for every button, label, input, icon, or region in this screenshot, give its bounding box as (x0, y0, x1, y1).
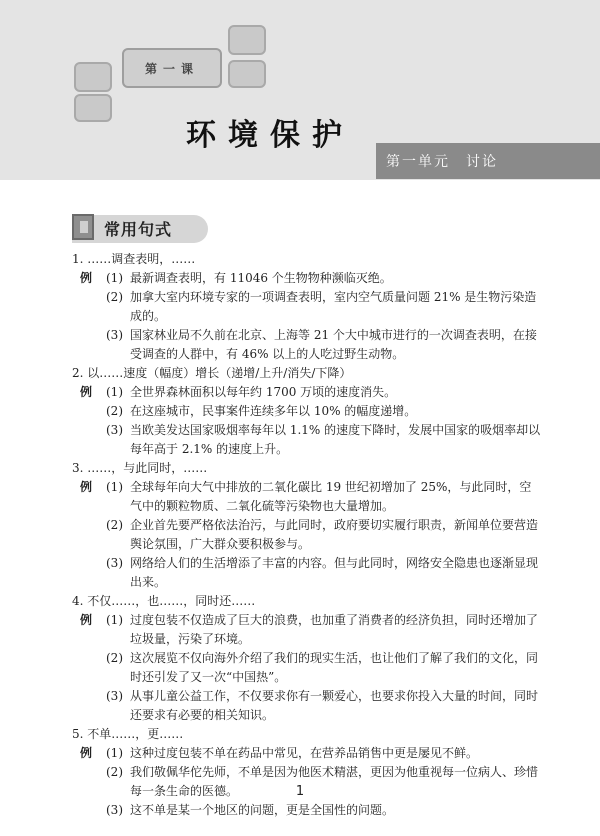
example-label: 例 (80, 271, 93, 285)
example-item (72, 744, 542, 763)
example-label: 例 (80, 480, 93, 494)
pattern-block (72, 459, 542, 592)
example-number: (3) (106, 423, 123, 437)
pattern-heading: 1. ……调查表明，…… (72, 252, 196, 266)
example-item (72, 478, 542, 516)
example-number: (3) (106, 328, 123, 342)
example-label (72, 554, 106, 592)
example-label (72, 687, 106, 725)
example-item (72, 687, 542, 725)
example-label (72, 649, 106, 687)
example-number: (2) (106, 518, 123, 532)
example-text: 我们敬佩华佗先师，不单是因为他医术精湛，更因为他重视每一位病人、珍惜每一条生命的医德。 (130, 765, 539, 798)
example-text: 国家林业局不久前在北京、上海等 21 个大中城市进行的一次调查表明，在接受调查的人群中，有 46% 以上的人吃过野生动物。 (130, 328, 537, 361)
example-item (72, 554, 542, 592)
example-item (72, 801, 542, 820)
deco-square (74, 94, 112, 122)
example-item (72, 269, 542, 288)
example-text: 企业首先要严格依法治污，与此同时，政府要切实履行职责，新闻单位要营造舆论氛围，广大群众要积极参与。 (130, 518, 539, 551)
deco-square (74, 62, 112, 92)
pattern-heading: 3. ……，与此同时，…… (72, 461, 208, 475)
pattern-block (72, 250, 542, 364)
page-title: 环境保护 (186, 118, 354, 153)
example-text: 在这座城市，民事案件连续多年以 10% 的幅度递增。 (130, 404, 417, 418)
example-number: (1) (106, 480, 123, 494)
example-item (72, 649, 542, 687)
example-item (72, 402, 542, 421)
pattern-heading: 5. 不单……，更…… (72, 727, 184, 741)
example-number: (1) (106, 271, 123, 285)
example-label (72, 421, 106, 459)
example-text: 这种过度包装不单在药品中常见，在营养品销售中更是屡见不鲜。 (130, 746, 479, 760)
example-number: (2) (106, 765, 123, 779)
example-number: (3) (106, 556, 123, 570)
pattern-block (72, 364, 542, 459)
example-label (72, 402, 106, 421)
example-number: (2) (106, 651, 123, 665)
example-item (72, 383, 542, 402)
example-item (72, 288, 542, 326)
example-number: (3) (106, 689, 123, 703)
example-number: (2) (106, 290, 123, 304)
example-label (72, 801, 106, 820)
example-text: 网络给人们的生活增添了丰富的内容。但与此同时，网络安全隐患也逐渐显现出来。 (130, 556, 539, 589)
example-item (72, 421, 542, 459)
deco-square (228, 60, 266, 88)
example-number: (1) (106, 613, 123, 627)
example-text: 全球每年向大气中排放的二氧化碳比 19 世纪初增加了 25%，与此同时，空气中的颗粒物质、二氧化硫等污染物也大量增加。 (130, 480, 532, 513)
example-text: 全世界森林面积以每年约 1700 万顷的速度消失。 (130, 385, 397, 399)
example-text: 从事儿童公益工作，不仅要求你有一颗爱心，也要求你投入大量的时间，同时还要求有必要的相关知识。 (130, 689, 539, 722)
example-label (72, 326, 106, 364)
example-text: 这次展览不仅向海外介绍了我们的现实生活，也让他们了解了我们的文化，同时还引发了又一次“中国热”。 (130, 651, 539, 684)
example-label: 例 (80, 613, 93, 627)
example-number: (2) (106, 404, 123, 418)
pattern-block (72, 725, 542, 820)
example-text: 加拿大室内环境专家的一项调查表明，室内空气质量问题 21% 是生物污染造成的。 (130, 290, 537, 323)
example-text: 过度包装不仅造成了巨大的浪费，也加重了消费者的经济负担，同时还增加了垃圾量，污染了环境。 (130, 613, 539, 646)
lesson-label: 第一课 (122, 48, 222, 88)
page-number: 1 (295, 784, 305, 799)
example-number: (3) (106, 803, 123, 817)
unit-label: 第一单元 讨论 (386, 154, 498, 170)
example-item (72, 516, 542, 554)
example-number: (1) (106, 385, 123, 399)
pattern-heading: 2. 以……速度（幅度）增长（递增/上升/消失/下降） (72, 366, 352, 380)
book-icon (72, 214, 94, 240)
example-text: 最新调查表明，有 11046 个生物物种濒临灭绝。 (130, 271, 392, 285)
example-label: 例 (80, 385, 93, 399)
example-text: 这不单是某一个地区的问题，更是全国性的问题。 (130, 803, 395, 817)
section-title: 常用句式 (104, 220, 173, 239)
example-number: (1) (106, 746, 123, 760)
deco-square (228, 25, 266, 55)
patterns-list (72, 250, 542, 820)
example-item (72, 611, 542, 649)
example-label: 例 (80, 746, 93, 760)
example-item (72, 326, 542, 364)
example-text: 当欧美发达国家吸烟率每年以 1.1% 的速度下降时，发展中国家的吸烟率却以每年高于 2.1% 的速度上升。 (130, 423, 541, 456)
example-label (72, 516, 106, 554)
pattern-block (72, 592, 542, 725)
example-label (72, 288, 106, 326)
pattern-heading: 4. 不仅……，也……，同时还…… (72, 594, 256, 608)
